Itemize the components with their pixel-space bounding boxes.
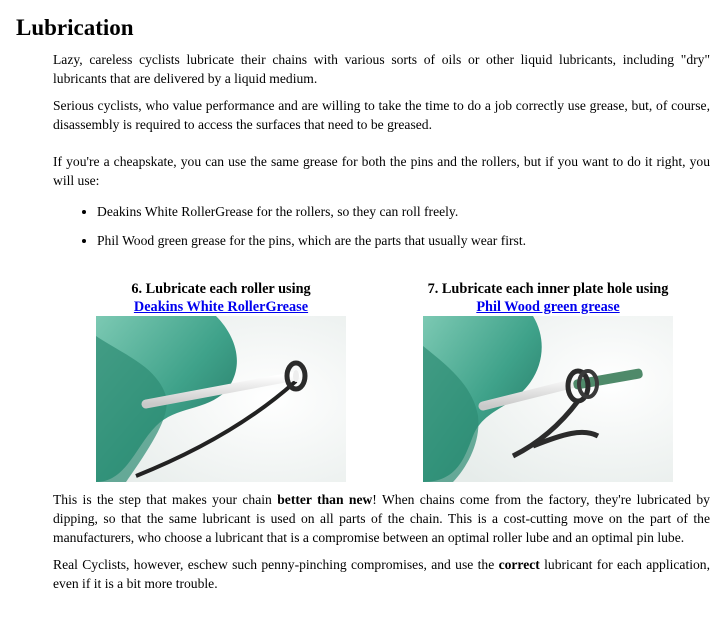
intro-paragraph-3: If you're a cheapskate, you can use the same grease for both the pins and the rollers, but if you want to do it right, you will use: — [53, 154, 710, 188]
closing-section — [53, 490, 710, 593]
list-item: • Phil Wood green grease for the pins, which are the parts that usually wear first. — [97, 231, 710, 250]
step-7-title: 7. Lubricate each inner plate hole using — [427, 281, 669, 297]
roller-photo-image — [96, 316, 346, 482]
deakins-grease-link[interactable]: Deakins White RollerGrease — [133, 299, 309, 315]
intro-paragraph-2: Serious cyclists, who value performance and are willing to take the time to do a job correctly use grease, but, of course, disassembly is required to access the surfaces that need to be greased. — [53, 98, 710, 132]
page-title: Lubrication — [16, 15, 134, 40]
step-7-block — [410, 280, 686, 316]
emphasis-better-than-new: better than new — [277, 492, 373, 507]
plate-hole-lubrication-photo — [423, 316, 673, 482]
lubricant-list — [53, 202, 710, 250]
roller-lubrication-photo — [96, 316, 346, 482]
intro-section — [53, 50, 710, 260]
closing-paragraph-1: This is the step that makes your chain better than new! When chains come from the factory, they're lubricated by dipping, so that the same lubricant is used on all parts of the chain. This is a cost-cutting move on the part of the manufacturers, who choose a lubricant that is a compromise between an optimal roller lube and an optimal pin lube. — [53, 492, 710, 545]
intro-paragraph-1: Lazy, careless cyclists lubricate their chains with various sorts of oils or other liquid lubricants, including "dry" lubricants that are delivered by a liquid medium. — [53, 52, 710, 86]
list-item: • Deakins White RollerGrease for the rollers, so they can roll freely. — [97, 202, 710, 221]
emphasis-correct: correct — [498, 557, 540, 572]
step-6-title: 6. Lubricate each roller using — [131, 281, 311, 297]
phil-wood-grease-link[interactable]: Phil Wood green grease — [476, 299, 620, 315]
closing-paragraph-2: Real Cyclists, however, eschew such penny-pinching compromises, and use the correct lubricant for each application, even if it is a bit more trouble. — [53, 557, 710, 591]
step-photos — [0, 280, 725, 485]
plate-hole-photo-image — [423, 316, 673, 482]
step-6-block — [96, 280, 346, 316]
